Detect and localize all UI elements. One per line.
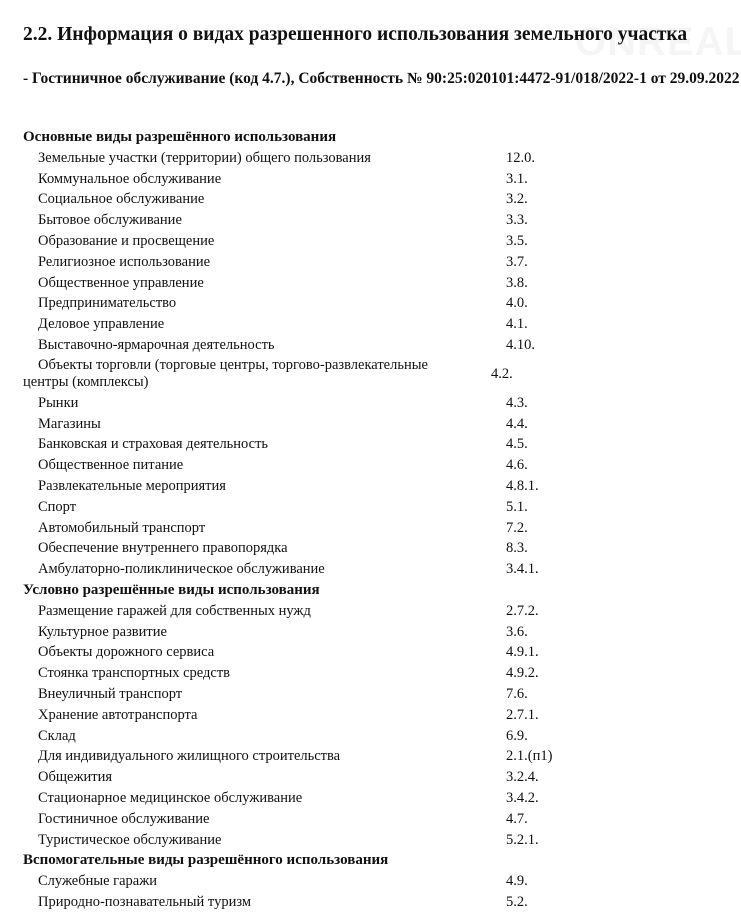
list-item <box>23 830 733 851</box>
use-type-name: Стационарное медицинское обслуживание <box>38 789 303 806</box>
use-type-name: Природно-познавательный туризм <box>38 893 252 910</box>
use-type-code: 3.5. <box>506 232 528 249</box>
use-type-name: Склад <box>38 727 76 744</box>
use-type-name: Служебные гаражи <box>38 873 158 890</box>
section-heading: Основные виды разрешённого использования <box>23 129 337 145</box>
use-type-code: 4.2. <box>491 365 513 382</box>
use-type-code: 2.7.2. <box>506 602 539 619</box>
list-item <box>23 314 733 335</box>
page-title: 2.2. Информация о видах разрешенного использования земельного участка <box>23 24 688 45</box>
use-type-code: 8.3. <box>506 540 528 557</box>
list-item <box>23 705 733 726</box>
use-type-code: 5.2. <box>506 893 528 910</box>
list-item <box>23 559 733 580</box>
use-type-name: Магазины <box>38 415 101 432</box>
use-type-name: Общежития <box>38 769 112 786</box>
list-item <box>23 356 733 393</box>
list-item <box>23 335 733 356</box>
use-type-name: Культурное развитие <box>38 623 167 640</box>
list-item <box>23 601 733 622</box>
use-type-name: Общественное управление <box>38 274 204 291</box>
use-type-name: Хранение автотранспорта <box>38 706 198 723</box>
list-item <box>23 538 733 559</box>
list-item <box>23 414 733 435</box>
list-item <box>23 210 733 231</box>
parcel-subtitle: - Гостиничное обслуживание (код 4.7.), Собственность № 90:25:020101:4472-91/018/2022-1 от 29.09.2022 <box>23 70 740 87</box>
list-item <box>23 455 733 476</box>
use-type-name: Объекты дорожного сервиса <box>38 644 215 661</box>
use-type-code: 3.4.2. <box>506 789 539 806</box>
use-type-code: 4.7. <box>506 810 528 827</box>
use-type-name: Спорт <box>38 498 77 515</box>
list-item <box>23 252 733 273</box>
list-item <box>23 476 733 497</box>
use-type-code: 5.2.1. <box>506 831 539 848</box>
use-type-code: 4.8.1. <box>506 477 539 494</box>
use-type-code: 2.1.(п1) <box>506 748 553 765</box>
section-heading: Условно разрешённые виды использования <box>23 581 320 598</box>
use-type-code: 4.3. <box>506 394 528 411</box>
use-type-code: 4.0. <box>506 295 528 312</box>
use-type-name: Гостиничное обслуживание <box>38 810 210 827</box>
use-type-code: 4.6. <box>506 457 528 474</box>
list-item <box>23 622 733 643</box>
use-type-name: Рынки <box>38 394 79 411</box>
use-type-name: Банковская и страховая деятельность <box>38 436 269 453</box>
use-type-name: Размещение гаражей для собственных нужд <box>38 602 311 619</box>
list-item <box>23 434 733 455</box>
use-type-name: Автомобильный транспорт <box>38 519 206 536</box>
use-type-code: 4.10. <box>506 336 535 353</box>
use-type-name: Объекты торговли (торговые центры, торгово-развлекательные центры (комплексы) <box>23 356 428 391</box>
use-type-code: 12.0. <box>506 149 535 166</box>
list-item <box>23 189 733 210</box>
list-item <box>23 169 733 190</box>
section-heading: Вспомогательные виды разрешённого использования <box>23 852 389 869</box>
list-item <box>23 663 733 684</box>
use-type-name: Предпринимательство <box>38 295 177 312</box>
use-type-name: Земельные участки (территории) общего пользования <box>38 149 371 166</box>
list-item <box>23 231 733 252</box>
use-type-code: 4.9.2. <box>506 665 539 682</box>
permitted-use-list <box>23 127 733 913</box>
use-type-code: 2.7.1. <box>506 706 539 723</box>
list-item <box>23 148 733 169</box>
list-item <box>23 809 733 830</box>
use-type-code: 4.4. <box>506 415 528 432</box>
use-type-code: 7.6. <box>506 685 528 702</box>
use-type-code: 3.4.1. <box>506 561 539 578</box>
use-type-code: 3.7. <box>506 253 528 270</box>
list-item <box>23 518 733 539</box>
use-type-code: 3.2. <box>506 191 528 208</box>
use-type-name: Амбулаторно-поликлиническое обслуживание <box>38 561 325 578</box>
use-type-name: Для индивидуального жилищного строительства <box>38 748 341 765</box>
use-type-code: 4.1. <box>506 316 528 333</box>
list-item <box>23 871 733 892</box>
use-type-name: Стоянка транспортных средств <box>38 665 231 682</box>
use-type-name: Социальное обслуживание <box>38 191 205 208</box>
list-item <box>23 497 733 518</box>
list-item <box>23 642 733 663</box>
use-type-code: 3.3. <box>506 212 528 229</box>
use-type-name: Общественное питание <box>38 457 184 474</box>
list-item <box>23 393 733 414</box>
list-item <box>23 767 733 788</box>
use-type-name: Развлекательные мероприятия <box>38 477 226 494</box>
use-type-name: Внеуличный транспорт <box>38 685 183 702</box>
use-type-code: 3.1. <box>506 170 528 187</box>
list-item <box>23 746 733 767</box>
use-type-code: 6.9. <box>506 727 528 744</box>
use-type-name: Образование и просвещение <box>38 232 215 249</box>
use-type-name: Религиозное использование <box>38 253 211 270</box>
use-type-code: 4.9. <box>506 873 528 890</box>
use-type-code: 3.2.4. <box>506 769 539 786</box>
list-item <box>23 684 733 705</box>
use-type-name: Выставочно-ярмарочная деятельность <box>38 336 275 353</box>
list-item <box>23 726 733 747</box>
use-type-code: 3.8. <box>506 274 528 291</box>
use-type-code: 4.9.1. <box>506 644 539 661</box>
use-type-code: 7.2. <box>506 519 528 536</box>
use-type-code: 5.1. <box>506 498 528 515</box>
use-type-code: 3.6. <box>506 623 528 640</box>
use-type-name: Обеспечение внутреннего правопорядка <box>38 540 288 557</box>
use-type-name: Бытовое обслуживание <box>38 212 182 229</box>
use-type-name: Деловое управление <box>38 316 165 333</box>
use-type-name: Туристическое обслуживание <box>38 831 222 848</box>
use-type-name: Коммунальное обслуживание <box>38 170 222 187</box>
use-type-code: 4.5. <box>506 436 528 453</box>
list-item <box>23 788 733 809</box>
list-item <box>23 293 733 314</box>
list-item <box>23 273 733 294</box>
